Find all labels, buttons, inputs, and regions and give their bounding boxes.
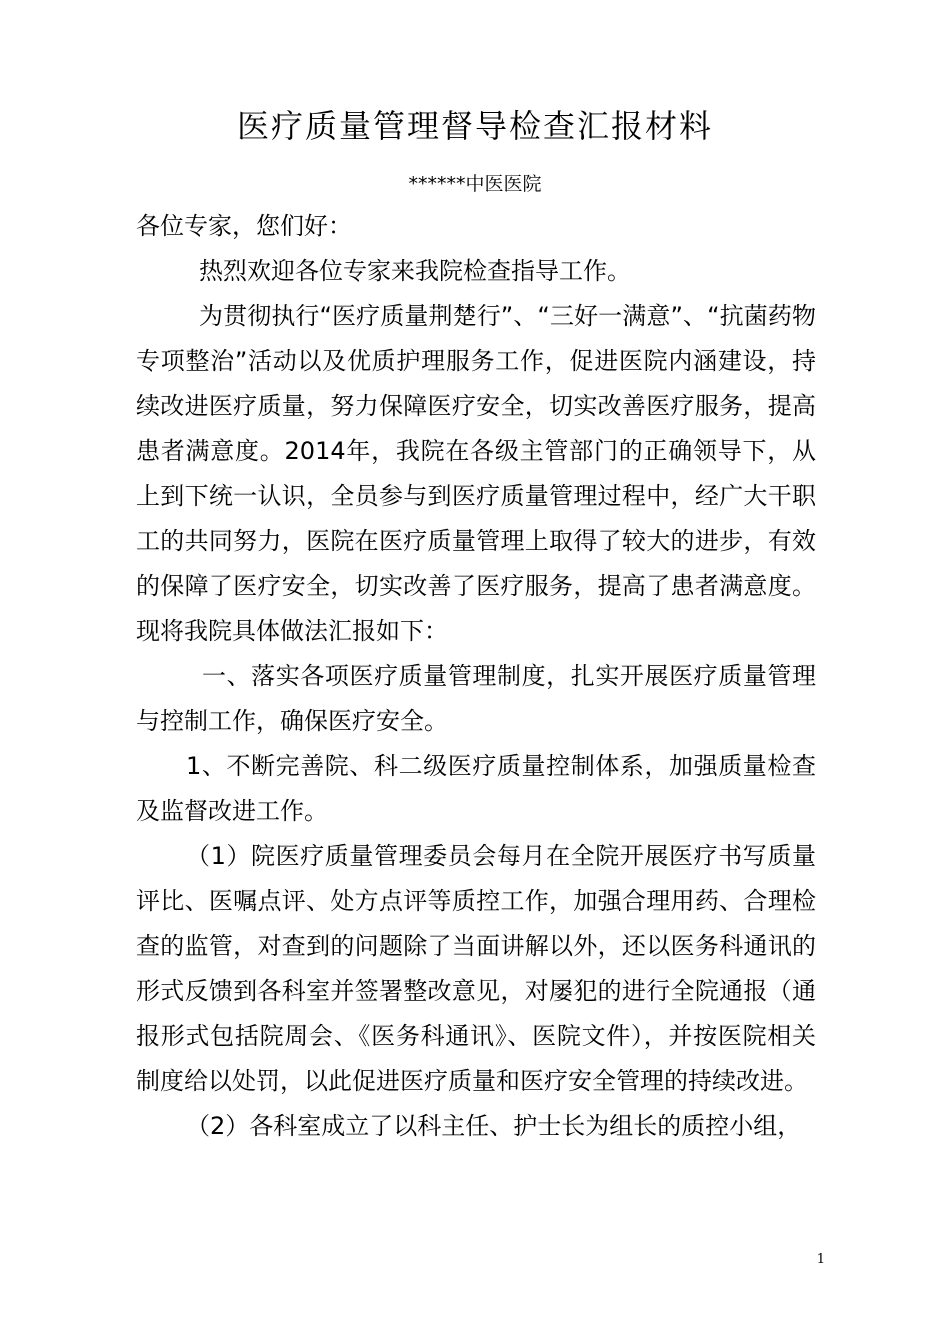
paragraph-intro: 为贯彻执行“医疗质量荆楚行”、“三好一满意”、“抗菌药物专项整治”活动以及优质护理服务工作，促进医院内涵建设，持续改进医疗质量，努力保障医疗安全，切实改善医疗服务，提高患者满意度。2014年，我院在各级主管部门的正确领导下，从上到下统一认识，全员参与到医疗质量管理过程中，经广大干职工的共同努力，医院在医疗质量管理上取得了较大的进步，有效的保障了医疗安全，切实改善了医疗服务，提高了患者满意度。现将我院具体做法汇报如下： — [136, 302, 816, 645]
document-title: 医疗质量管理督导检查汇报材料 — [236, 107, 713, 145]
salutation: 各位专家，您们好： — [136, 212, 352, 240]
item-heading-1: 1、不断完善院、科二级医疗质量控制体系，加强质量检查及监督改进工作。 — [136, 752, 816, 825]
page-number: 1 — [816, 1252, 825, 1267]
document-body — [136, 204, 816, 1149]
sub-item-2: （2）各科室成立了以科主任、护士长为组长的质控小组， — [186, 1112, 802, 1140]
section-heading-1: 一、落实各项医疗质量管理制度，扎实开展医疗质量管理与控制工作，确保医疗安全。 — [136, 662, 816, 735]
document-author: ******中医医院 — [408, 173, 542, 195]
sub-item-1: （1）院医疗质量管理委员会每月在全院开展医疗书写质量评比、医嘱点评、处方点评等质控工作，加强合理用药、合理检查的监管，对查到的问题除了当面讲解以外，还以医务科通讯的形式反馈到各科室并签署整改意见，对屡犯的进行全院通报（通报形式包括院周会、《医务科通讯》、医院文件），并按医院相关制度给以处罚，以此促进医疗质量和医疗安全管理的持续改进。 — [136, 842, 816, 1095]
paragraph-welcome: 热烈欢迎各位专家来我院检查指导工作。 — [199, 257, 631, 285]
